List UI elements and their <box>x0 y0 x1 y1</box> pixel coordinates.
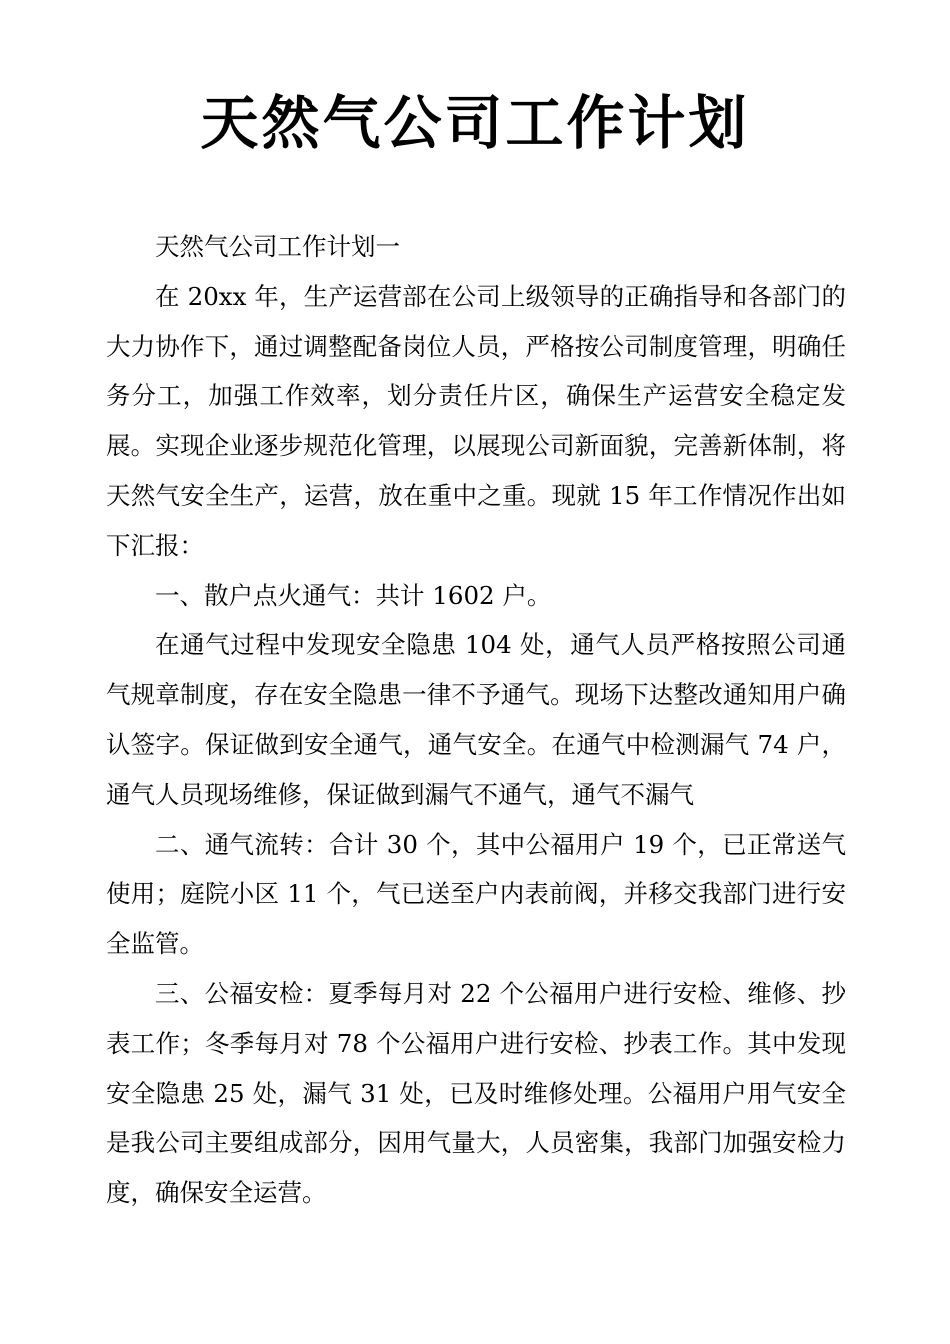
document-title: 天然气公司工作计划 <box>200 89 750 157</box>
section-heading: 天然气公司工作计划一 <box>155 232 400 261</box>
paragraph-item-1-detail: 在通气过程中发现安全隐患 104 处，通气人员严格按照公司通气规章制度，存在安全隐患一律不予通气。现场下达整改通知用户确认签字。保证做到安全通气，通气安全。在通气中检测漏气 74 户，通气人员现场维修，保证做到漏气不通气，通气不漏气 <box>106 630 846 809</box>
paragraph-item-3: 三、公福安检：夏季每月对 22 个公福用户进行安检、维修、抄表工作；冬季每月对 78 个公福用户进行安检、抄表工作。其中发现安全隐患 25 处，漏气 31 处，已及时维修处理。公福用户用气安全是我公司主要组成部分，因用气量大，人员密集，我部门加强安检力度，确保安全运营。 <box>106 978 846 1208</box>
paragraph-item-2: 二、通气流转：合计 30 个，其中公福用户 19 个，已正常送气使用；庭院小区 11 个，气已送至户内表前阀，并移交我部门进行安全监管。 <box>106 829 846 959</box>
paragraph-item-1: 一、散户点火通气：共计 1602 户。 <box>155 580 552 610</box>
document-body <box>106 222 846 1218</box>
paragraph-intro: 在 20xx 年，生产运营部在公司上级领导的正确指导和各部门的大力协作下，通过调整配备岗位人员，严格按公司制度管理，明确任务分工，加强工作效率，划分责任片区，确保生产运营安全稳定发展。实现企业逐步规范化管理，以展现公司新面貌，完善新体制，将天然气安全生产，运营，放在重中之重。现就 15 年工作情况作出如下汇报： <box>106 281 846 560</box>
